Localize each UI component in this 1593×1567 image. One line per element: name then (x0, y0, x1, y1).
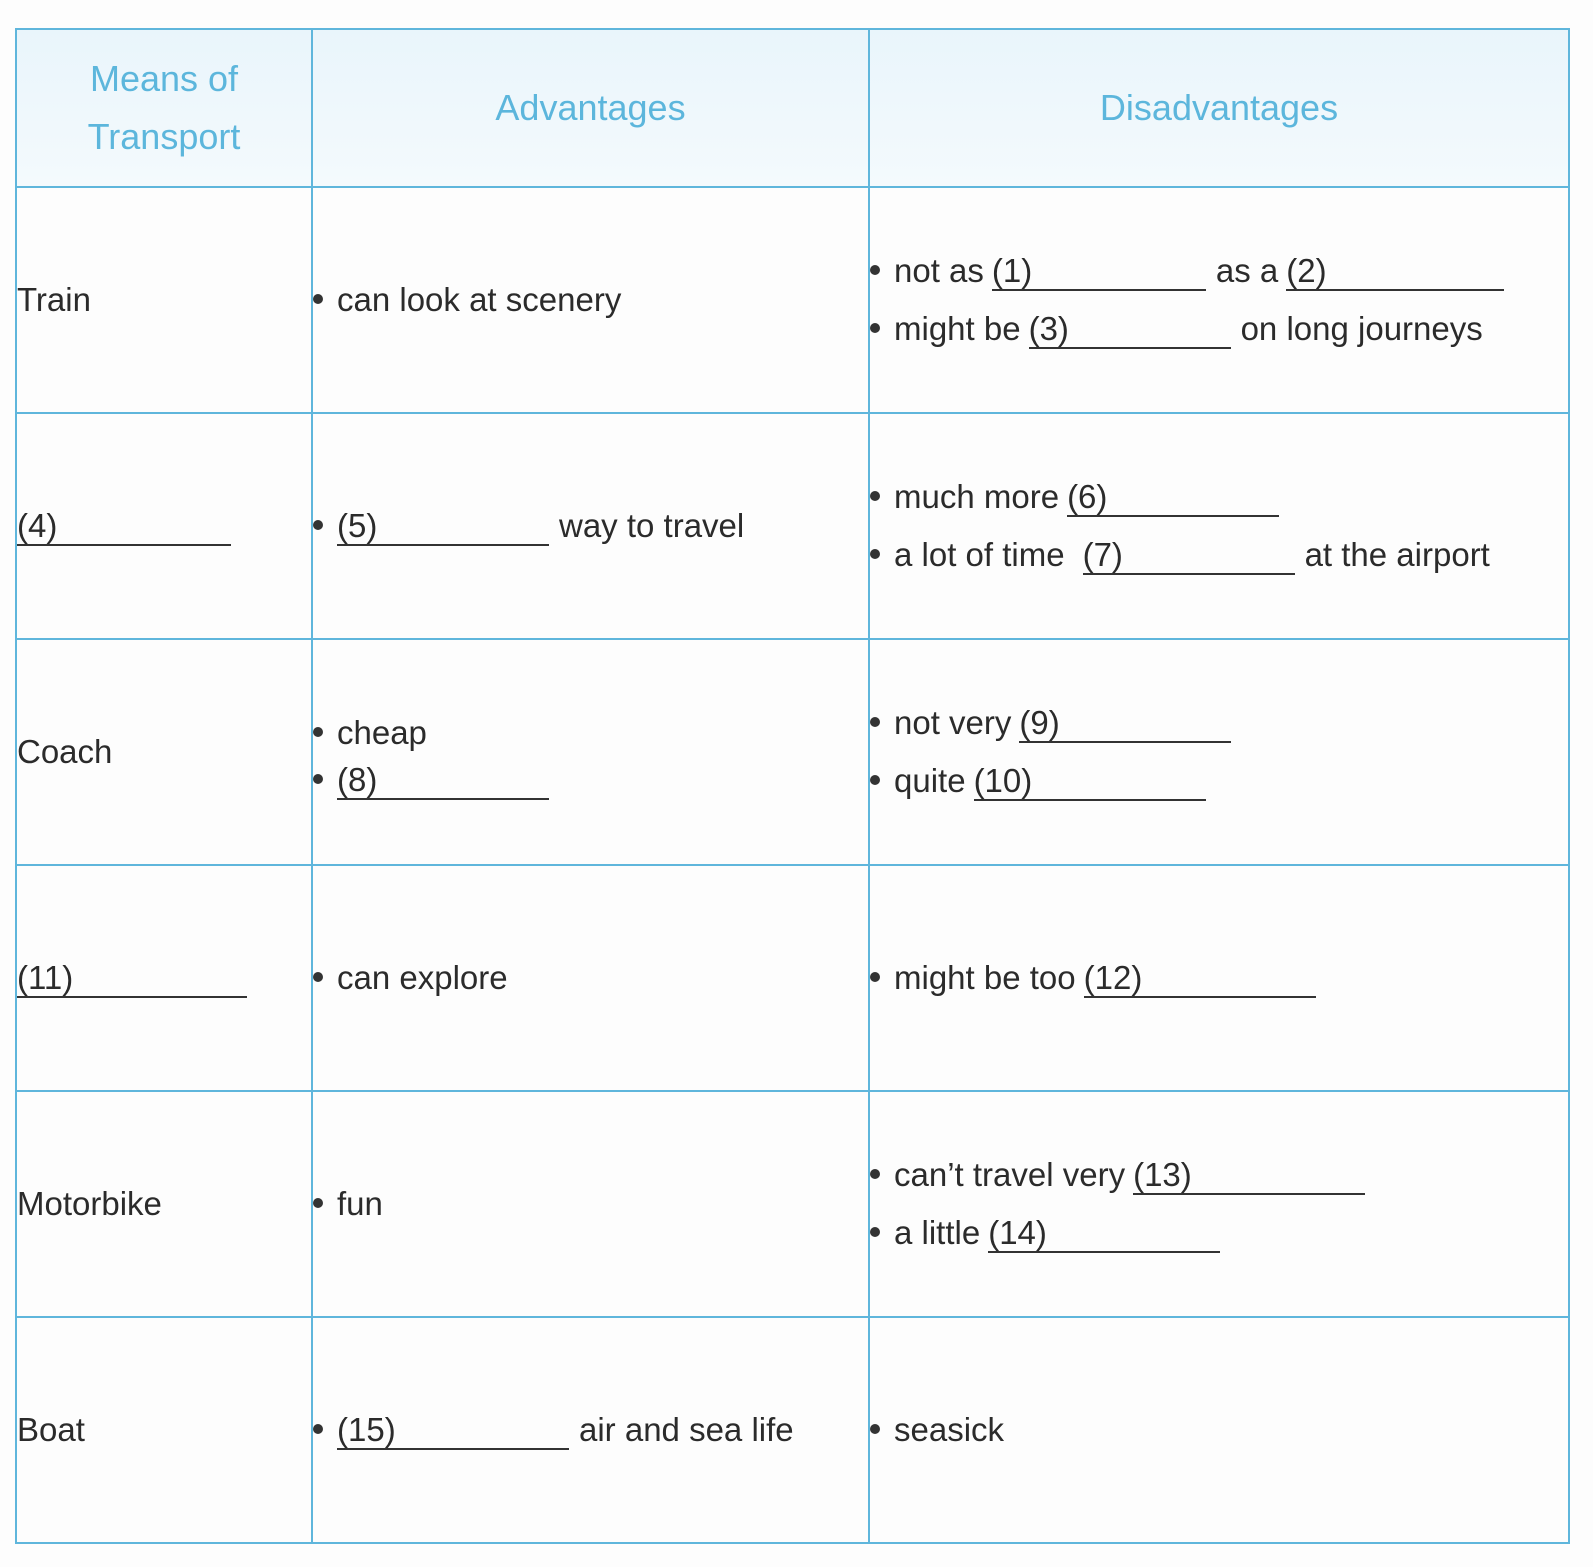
advantages-cell (312, 187, 869, 413)
item-text: way to travel (559, 507, 745, 544)
item-text: cheap (337, 714, 427, 751)
bullet-icon (313, 294, 323, 304)
table-row-11 (16, 865, 1569, 1091)
table-row-train (16, 187, 1569, 413)
bullet-icon (870, 491, 880, 501)
transport-name: Motorbike (17, 1185, 162, 1222)
item-text: not very (894, 704, 1012, 741)
header-means-line1: Means of (89, 58, 239, 99)
header-means-of-transport (16, 29, 312, 187)
blank-field[interactable]: (3) (1029, 311, 1231, 349)
table-row-4 (16, 413, 1569, 639)
bullet-icon (870, 775, 880, 785)
advantages-cell (312, 1317, 869, 1543)
blank-field[interactable]: (4) (17, 508, 231, 546)
bullet-icon (313, 774, 323, 784)
blank-field[interactable]: (1) (992, 253, 1206, 291)
item-text: a lot of time (894, 536, 1065, 573)
advantages-cell (312, 1091, 869, 1317)
list-item (313, 1401, 868, 1459)
item-text: might be (894, 310, 1021, 347)
disadvantages-cell (869, 413, 1569, 639)
advantages-cell (312, 865, 869, 1091)
list-item (313, 949, 868, 1007)
item-text: can’t travel very (894, 1156, 1126, 1193)
transport-name: Train (17, 281, 91, 318)
blank-field[interactable]: (14) (988, 1215, 1220, 1253)
blank-field[interactable]: (12) (1084, 960, 1316, 998)
bullet-icon (870, 1169, 880, 1179)
blank-field[interactable]: (7) (1083, 537, 1295, 575)
list-item (870, 526, 1568, 584)
item-text: fun (337, 1185, 383, 1222)
bullet-icon (870, 265, 880, 275)
list-item (870, 1146, 1568, 1204)
bullet-icon (870, 549, 880, 559)
header-row (16, 29, 1569, 187)
bullet-icon (313, 972, 323, 982)
list-item (870, 300, 1568, 358)
list-item (870, 1204, 1568, 1262)
table-row-boat (16, 1317, 1569, 1543)
blank-field[interactable]: (15) (337, 1412, 569, 1450)
disadvantages-cell (869, 639, 1569, 865)
disadvantages-cell (869, 187, 1569, 413)
blank-field[interactable]: (5) (337, 508, 549, 546)
disadvantages-cell (869, 1317, 1569, 1543)
table-row-motorbike (16, 1091, 1569, 1317)
bullet-icon (313, 1424, 323, 1434)
list-item (870, 242, 1568, 300)
bullet-icon (870, 717, 880, 727)
list-item (870, 468, 1568, 526)
bullet-icon (313, 520, 323, 530)
transport-table (15, 28, 1570, 1544)
header-means-line2: Transport (87, 116, 241, 157)
disadvantages-cell (869, 865, 1569, 1091)
list-item (313, 704, 868, 762)
header-disadvantages: Disadvantages (869, 29, 1569, 187)
list-item (870, 1401, 1568, 1459)
item-text: quite (894, 762, 966, 799)
item-text: on long journeys (1240, 310, 1483, 347)
bullet-icon (870, 1227, 880, 1237)
advantages-cell (312, 639, 869, 865)
transport-label (16, 639, 312, 865)
list-item (870, 694, 1568, 752)
item-text: not as (894, 252, 984, 289)
blank-field[interactable]: (6) (1067, 479, 1279, 517)
item-text: a little (894, 1214, 981, 1251)
list-item (313, 271, 868, 329)
transport-label (16, 865, 312, 1091)
blank-field[interactable]: (11) (17, 960, 247, 998)
list-item (313, 497, 868, 555)
bullet-icon (313, 1198, 323, 1208)
item-text: as a (1215, 252, 1279, 289)
list-item (870, 949, 1568, 1007)
transport-label (16, 1091, 312, 1317)
transport-label (16, 413, 312, 639)
bullet-icon (870, 323, 880, 333)
transport-name: Boat (17, 1411, 85, 1448)
item-text: can look at scenery (337, 281, 622, 318)
advantages-cell (312, 413, 869, 639)
blank-field[interactable]: (10) (974, 763, 1206, 801)
transport-label (16, 187, 312, 413)
item-text: much more (894, 478, 1060, 515)
blank-field[interactable]: (8) (337, 762, 549, 800)
blank-field[interactable]: (13) (1133, 1157, 1365, 1195)
item-text: can explore (337, 959, 508, 996)
item-text: might be too (894, 959, 1076, 996)
header-advantages: Advantages (312, 29, 869, 187)
item-text: at the airport (1304, 536, 1490, 573)
disadvantages-cell (869, 1091, 1569, 1317)
transport-name: Coach (17, 733, 113, 770)
list-item (870, 752, 1568, 810)
table-row-coach (16, 639, 1569, 865)
bullet-icon (870, 972, 880, 982)
transport-label (16, 1317, 312, 1543)
blank-field[interactable]: (2) (1286, 253, 1504, 291)
list-item (313, 1175, 868, 1233)
blank-field[interactable]: (9) (1019, 705, 1231, 743)
bullet-icon (313, 727, 323, 737)
list-item (313, 762, 868, 800)
item-text: seasick (894, 1411, 1005, 1448)
bullet-icon (870, 1424, 880, 1434)
item-text: air and sea life (579, 1411, 794, 1448)
